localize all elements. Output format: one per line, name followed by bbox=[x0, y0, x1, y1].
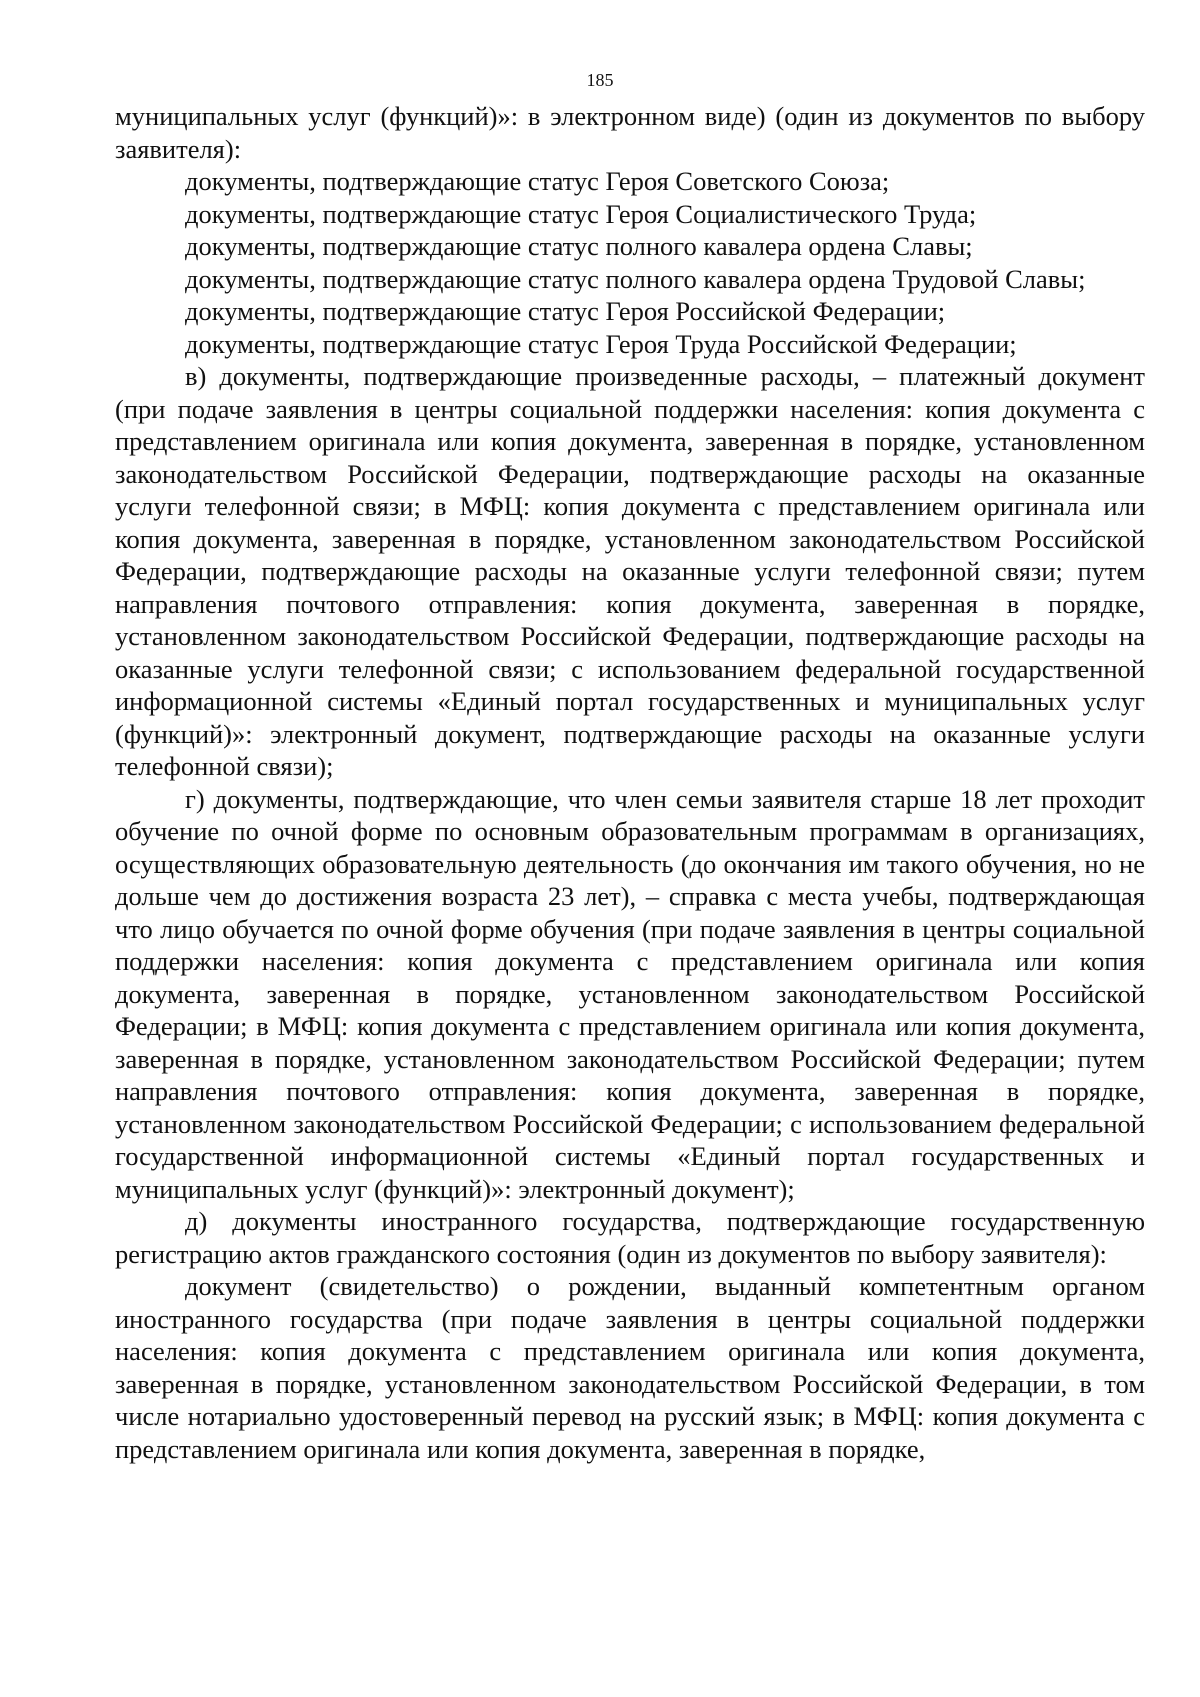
paragraph-order-of-labor-glory: документы, подтверждающие статус полного кавалера ордена Трудовой Славы; bbox=[185, 263, 1086, 294]
paragraph-item-g-education: г) документы, подтверждающие, что член семьи заявителя старше 18 лет проходит обучение по очной форме по основным образовательным программам в организациях, осуществляющих образовательную деятельность (до окончания им такого обучения, но не дольше чем до достижения возраста 23 лет), – справка с места учебы, подтверждающая что лицо обучается по очной форме обучения (при подаче заявления в центры социальной поддержки населения: копия документа с представлением оригинала или копия документа, заверенная в порядке, установленном законодательством Российской Федерации; в МФЦ: копия документа с представлением оригинала или копия документа, заверенная в порядке, установленном законодательством Российской Федерации; путем направления почтового отправления: копия документа, заверенная в порядке, установленном законодательством Российской Федерации; с использованием федеральной государственной информационной системы «Единый портал государственных и муниципальных услуг (функций)»: электронный документ); bbox=[115, 783, 1145, 1204]
document-body bbox=[115, 100, 1145, 1465]
paragraph-hero-socialist-labor: документы, подтверждающие статус Героя Социалистического Труда; bbox=[185, 198, 977, 229]
paragraph-order-of-glory: документы, подтверждающие статус полного кавалера ордена Славы; bbox=[185, 231, 973, 261]
paragraph-item-d-foreign-documents: д) документы иностранного государства, подтверждающие государственную регистрацию актов гражданского состояния (один из документов по выбору заявителя): bbox=[115, 1206, 1145, 1269]
paragraph-birth-certificate: документ (свидетельство) о рождении, выданный компетентным органом иностранного государства (при подаче заявления в центры социальной поддержки населения: копия документа с представлением оригинала или копия документа, заверенная в порядке, установленном законодательством Российской Федерации, в том числе нотариально удостоверенный перевод на русский язык; в МФЦ: копия документа с представлением оригинала или копия документа, заверенная в порядке, bbox=[115, 1271, 1145, 1464]
page-number: 185 bbox=[586, 70, 614, 90]
paragraph-hero-russian-federation: документы, подтверждающие статус Героя Российской Федерации; bbox=[185, 296, 946, 326]
paragraph-hero-labor-russian-federation: документы, подтверждающие статус Героя Труда Российской Федерации; bbox=[185, 328, 1017, 359]
paragraph-item-v-expenses: в) документы, подтверждающие произведенные расходы, – платежный документ (при подаче заявления в центры социальной поддержки населения: копия документа с представлением оригинала или копия документа, заверенная в порядке, установленном законодательством Российской Федерации, подтверждающие расходы на оказанные услуги телефонной связи; в МФЦ: копия документа с представлением оригинала или копия документа, заверенная в порядке, установленном законодательством Российской Федерации, подтверждающие расходы на оказанные услуги телефонной связи; путем направления почтового отправления: копия документа, заверенная в порядке, установленном законодательством Российской Федерации, подтверждающие расходы на оказанные услуги телефонной связи; с использованием федеральной государственной информационной системы «Единый портал государственных и муниципальных услуг (функций)»: электронный документ, подтверждающие расходы на оказанные услуги телефонной связи); bbox=[115, 361, 1145, 781]
paragraph-continuation: муниципальных услуг (функций)»: в электронном виде) (один из документов по выбору заявителя): bbox=[115, 101, 1145, 164]
paragraph-hero-soviet-union: документы, подтверждающие статус Героя Советского Союза; bbox=[185, 166, 890, 196]
